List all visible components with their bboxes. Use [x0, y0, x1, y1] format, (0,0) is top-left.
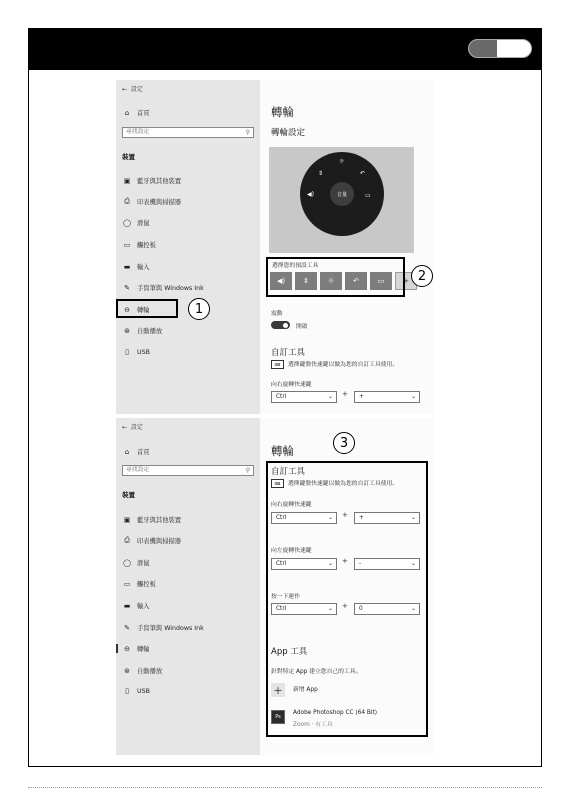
zoom-icon: ▭ — [377, 277, 385, 285]
wheel-icon: ⊖ — [124, 305, 130, 314]
sidebar-item-home[interactable]: ⌂ 首頁 — [122, 447, 150, 456]
sidebar-item-usb[interactable]: ▯ USB — [122, 687, 150, 695]
sidebar-item-pen[interactable]: ✎ 手寫筆與 Windows Ink — [122, 283, 204, 292]
page-title: 轉輪 — [271, 444, 294, 458]
custom-tools-desc: 選擇鍵盤快速鍵以做為您的自訂工具使用。 — [288, 362, 399, 368]
sidebar-item-touchpad[interactable]: ▭ 觸控板 — [123, 579, 156, 588]
search-input[interactable]: 尋找設定 ⚲ — [122, 465, 254, 476]
bluetooth-device-icon: ▣ — [123, 176, 131, 185]
settings-sidebar-top — [116, 80, 260, 414]
plus-separator: + — [342, 557, 348, 565]
chevron-down-icon: ⌄ — [410, 605, 416, 612]
custom-tools-heading: 自訂工具 — [271, 467, 306, 477]
highlight-wheel-item — [116, 299, 178, 318]
shortcut-key-select[interactable]: 0 ⌄ — [354, 603, 420, 615]
scroll-icon: ⇕ — [318, 170, 324, 177]
sidebar-item-typing[interactable]: ▬ 輸入 — [123, 262, 150, 271]
touchpad-icon: ▭ — [123, 579, 131, 588]
rotate-right-modifier-select[interactable]: Ctrl ⌄ — [271, 391, 337, 403]
sidebar-item-typing[interactable]: ▬ 輸入 — [123, 601, 150, 610]
shortcut-modifier-select[interactable]: Ctrl ⌄ — [271, 512, 337, 524]
sidebar-item-mouse[interactable]: ◯ 滑鼠 — [123, 218, 150, 227]
back-label: 設定 — [130, 86, 143, 93]
app-tools-desc: 針對特定 App 建立您自己的工具。 — [271, 669, 362, 675]
undo-icon: ↶ — [360, 170, 366, 177]
search-input[interactable]: 尋找設定 ⚲ — [122, 127, 254, 138]
custom-tools-desc: 選擇鍵盤快速鍵以做為您的自訂工具使用。 — [288, 481, 399, 487]
sidebar-item-pen[interactable]: ✎ 手寫筆與 Windows Ink — [122, 623, 204, 632]
search-icon: ⚲ — [245, 467, 250, 474]
highlight-custom-tools — [266, 461, 428, 737]
photoshop-icon: Ps — [271, 710, 285, 724]
shortcut-label: 按一下運作 — [271, 594, 300, 600]
autoplay-icon: ⊛ — [124, 326, 130, 335]
brightness-icon: ☼ — [339, 158, 345, 165]
brightness-icon: ☼ — [327, 277, 335, 285]
settings-sidebar-bottom — [116, 418, 260, 755]
plus-separator: + — [342, 511, 348, 519]
usb-icon: ▯ — [125, 687, 129, 695]
highlight-default-tools — [266, 257, 405, 297]
callout-1: 1 — [188, 298, 210, 320]
callout-2: 2 — [411, 265, 433, 287]
dial-ring — [300, 152, 384, 236]
sidebar-item-bluetooth[interactable]: ▣ 藍牙與其他裝置 — [123, 176, 182, 185]
mouse-icon: ◯ — [123, 558, 131, 567]
scroll-icon: ⇕ — [303, 277, 309, 285]
section-heading: 裝置 — [122, 153, 135, 161]
wheel-settings-content-top — [260, 80, 434, 414]
section-subtitle: 轉輪設定 — [271, 128, 306, 138]
shortcut-key-select[interactable]: + ⌄ — [354, 512, 420, 524]
sidebar-item-bluetooth[interactable]: ▣ 藍牙與其他裝置 — [123, 515, 182, 524]
section-heading: 裝置 — [122, 491, 135, 499]
autoplay-icon: ⊛ — [124, 666, 130, 675]
keyboard-shortcut-icon: ⌨ — [271, 360, 284, 369]
volume-icon: ◀) — [276, 277, 286, 285]
callout-3: 3 — [333, 432, 355, 454]
shortcut-label: 向右旋轉快速鍵 — [271, 502, 312, 508]
touchpad-icon: ▭ — [123, 240, 131, 249]
app-tools-heading: App 工具 — [271, 647, 308, 657]
bluetooth-device-icon: ▣ — [123, 515, 131, 524]
default-tools-label: 選擇您的預設工具 — [272, 263, 319, 269]
app-subtext: Zoom · 有工具 — [293, 722, 333, 728]
keyboard-shortcut-icon: ⌨ — [271, 479, 284, 488]
sidebar-item-wheel[interactable]: ⊖ 轉輪 — [122, 644, 150, 653]
rotate-right-label: 向右旋轉快速鍵 — [271, 382, 312, 388]
pen-icon: ✎ — [124, 623, 130, 632]
chevron-down-icon: ⌄ — [410, 393, 416, 400]
back-button[interactable]: ← 設定 — [122, 86, 143, 93]
pen-icon: ✎ — [124, 283, 130, 292]
printer-icon: ⎙ — [124, 536, 130, 544]
sidebar-item-touchpad[interactable]: ▭ 觸控板 — [123, 240, 156, 249]
keyboard-icon: ▬ — [123, 601, 131, 610]
plus-separator: + — [342, 602, 348, 610]
shortcut-label: 向左旋轉快速鍵 — [271, 548, 312, 554]
active-indicator — [116, 644, 118, 653]
custom-tools-heading: 自訂工具 — [271, 348, 306, 358]
shortcut-key-select[interactable]: - ⌄ — [354, 558, 420, 570]
wheel-icon: ⊖ — [124, 644, 130, 653]
dial-center: 音量 — [330, 182, 354, 206]
plus-separator: + — [342, 390, 348, 398]
plus-icon: + — [273, 683, 283, 697]
home-icon: ⌂ — [124, 447, 130, 456]
home-icon: ⌂ — [124, 108, 130, 117]
chevron-down-icon: ⌄ — [410, 560, 416, 567]
mouse-icon: ◯ — [123, 218, 131, 227]
home-label: 首頁 — [137, 110, 150, 117]
shortcut-modifier-select[interactable]: Ctrl ⌄ — [271, 558, 337, 570]
dial-preview — [269, 147, 414, 253]
app-name[interactable]: Adobe Photoshop CC (64 Bit) — [293, 710, 378, 716]
page-title: 轉輪 — [271, 105, 294, 119]
undo-icon: ↶ — [353, 277, 359, 285]
vibration-toggle[interactable] — [271, 321, 290, 329]
sidebar-item-usb[interactable]: ▯ USB — [122, 348, 150, 356]
search-icon: ⚲ — [245, 129, 250, 136]
back-label: 設定 — [130, 424, 143, 431]
sidebar-item-mouse[interactable]: ◯ 滑鼠 — [123, 558, 150, 567]
chevron-down-icon: ⌄ — [327, 393, 333, 400]
vibration-label: 震動 — [271, 311, 283, 317]
usb-icon: ▯ — [125, 348, 129, 356]
chevron-down-icon: ⌄ — [327, 514, 333, 521]
sidebar-item-printers[interactable]: ⎙ 印表機與掃描器 — [122, 536, 181, 545]
sidebar-item-autoplay[interactable]: ⊛ 自動播放 — [122, 666, 162, 675]
toggle-state-label: 開啟 — [296, 324, 308, 330]
crop-marks — [28, 787, 542, 788]
volume-icon: ◀) — [307, 191, 314, 198]
chevron-down-icon: ⌄ — [410, 514, 416, 521]
shortcut-modifier-select[interactable]: Ctrl ⌄ — [271, 603, 337, 615]
sidebar-item-printers[interactable]: ⎙ 印表機與掃描器 — [122, 197, 181, 206]
plus-icon: + — [403, 277, 409, 285]
sidebar-item-wheel[interactable]: ⊖ 轉輪 — [122, 305, 150, 314]
chevron-down-icon: ⌄ — [327, 605, 333, 612]
chevron-down-icon: ⌄ — [327, 560, 333, 567]
back-button[interactable]: ← 設定 — [122, 424, 143, 431]
zoom-icon: ▭ — [365, 192, 371, 199]
rotate-right-key-select[interactable]: + ⌄ — [354, 391, 420, 403]
sidebar-item-autoplay[interactable]: ⊛ 自動播放 — [122, 326, 162, 335]
add-app-label[interactable]: 新增 App — [293, 687, 318, 693]
sidebar-item-home[interactable] — [122, 108, 150, 117]
printer-icon: ⎙ — [124, 197, 130, 205]
keyboard-icon: ▬ — [123, 262, 131, 271]
